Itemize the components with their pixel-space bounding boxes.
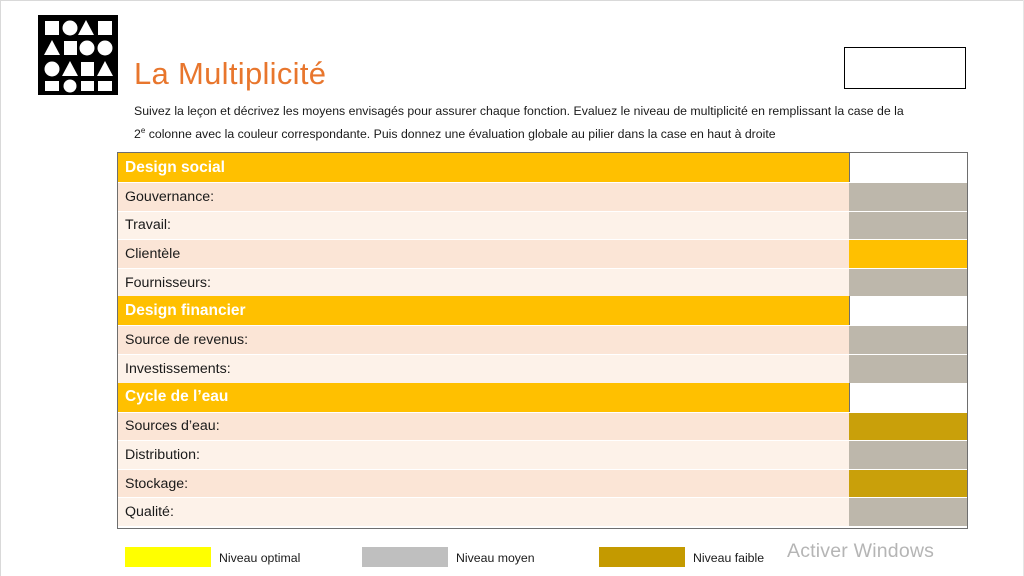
legend-swatch-moyen [362, 547, 448, 567]
row-label: Stockage: [118, 469, 849, 498]
instructions-text [134, 102, 1004, 144]
row-label: Qualité: [118, 497, 849, 526]
level-color-cell[interactable] [849, 354, 967, 383]
row-label: Fournisseurs: [118, 268, 849, 297]
instructions-superscript: e [140, 126, 146, 135]
legend-label-faible: Niveau faible [693, 551, 765, 565]
level-color-cell[interactable] [849, 268, 967, 297]
table-row [118, 211, 967, 240]
row-label: Travail: [118, 211, 849, 240]
table-row [118, 182, 967, 211]
section-score-cell[interactable] [849, 153, 967, 182]
table-row [118, 412, 967, 441]
section-title: Design social [118, 153, 849, 182]
section-score-cell[interactable] [849, 296, 967, 325]
page-border-top [0, 0, 1024, 1]
row-label: Investissements: [118, 354, 849, 383]
legend-label-optimal: Niveau optimal [219, 551, 301, 565]
section-header-row [118, 383, 967, 412]
level-color-cell[interactable] [849, 325, 967, 354]
level-color-cell[interactable] [849, 497, 967, 526]
evaluation-table [117, 152, 968, 529]
table-row [118, 469, 967, 498]
row-label: Sources d’eau: [118, 412, 849, 441]
row-label: Source de revenus: [118, 325, 849, 354]
level-color-cell[interactable] [849, 182, 967, 211]
section-header-row [118, 153, 967, 182]
global-score-box[interactable] [844, 47, 966, 89]
legend-swatch-optimal [125, 547, 211, 567]
table-row [118, 354, 967, 383]
row-label: Clientèle [118, 239, 849, 268]
table-row [118, 497, 967, 526]
legend-swatch-faible [599, 547, 685, 567]
legend-label-moyen: Niveau moyen [456, 551, 535, 565]
table-row [118, 239, 967, 268]
logo-icon [38, 15, 118, 95]
section-title: Cycle de l’eau [118, 383, 849, 412]
activation-watermark: Activer Windows [787, 540, 935, 562]
section-header-row [118, 296, 967, 325]
page-border-left [0, 0, 1, 576]
instructions-line-2-text: colonne avec la couleur correspondante. Puis donnez une évaluation globale au pilier dans la case en haut à droite [145, 127, 776, 142]
instructions-line-2 [134, 121, 1004, 144]
level-color-cell[interactable] [849, 211, 967, 240]
page-title: La Multiplicité [134, 56, 327, 91]
row-label: Distribution: [118, 440, 849, 469]
instructions-line-1: Suivez la leçon et décrivez les moyens envisagés pour assurer chaque fonction. Evaluez le niveau de multiplicité en remplissant la case de la [134, 104, 904, 118]
row-label: Gouvernance: [118, 182, 849, 211]
instructions-line-2-number: 2 [134, 127, 141, 142]
table-row [118, 268, 967, 297]
table-row [118, 325, 967, 354]
level-color-cell[interactable] [849, 412, 967, 441]
section-title: Design financier [118, 296, 849, 325]
level-color-cell[interactable] [849, 469, 967, 498]
level-color-cell[interactable] [849, 239, 967, 268]
level-color-cell[interactable] [849, 440, 967, 469]
table-row [118, 440, 967, 469]
section-score-cell[interactable] [849, 383, 967, 412]
